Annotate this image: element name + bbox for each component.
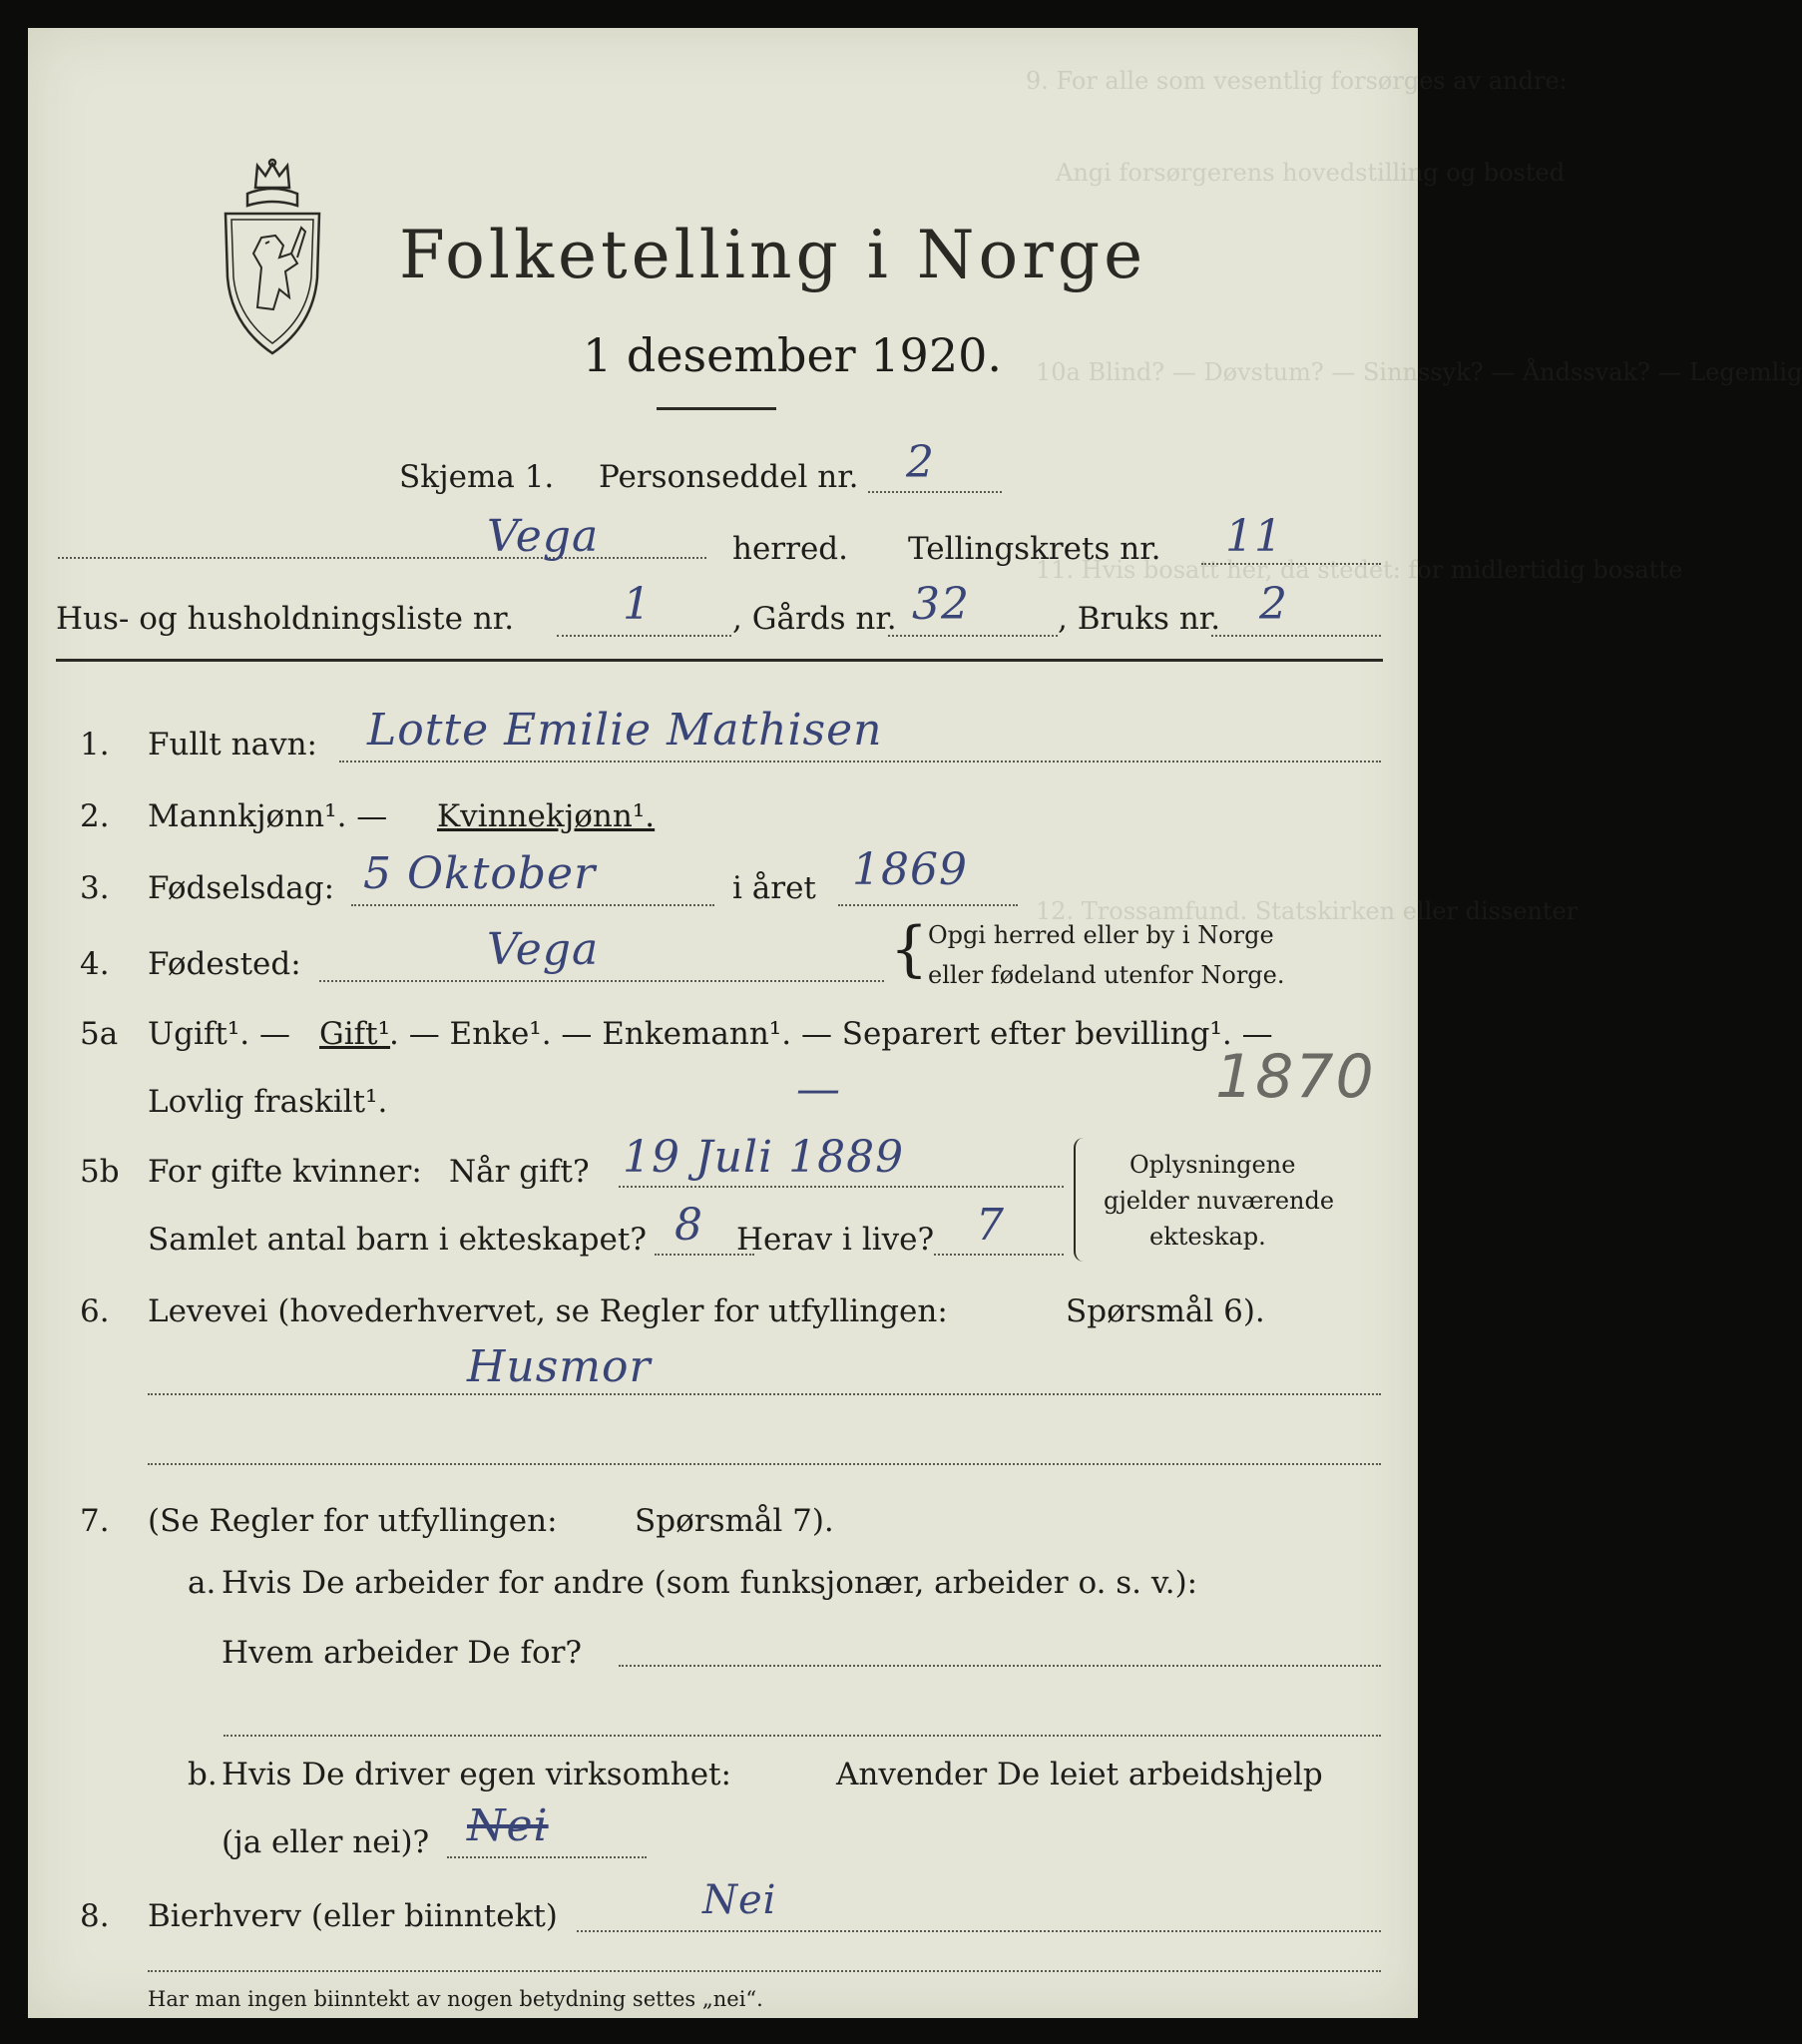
q4-brace: { [890, 914, 929, 984]
bruks-line [1211, 635, 1381, 637]
herred-label: herred. [732, 531, 848, 567]
q6-ref: Spørsmål 6). [1066, 1293, 1265, 1329]
q7b-value: Nei [467, 1800, 549, 1851]
q5a-gift-selected: Gift¹ [319, 1016, 391, 1052]
footer-note: Har man ingen biinntekt av nogen betydning settes „nei“. [148, 1987, 763, 2011]
personseddel-label: Personseddel nr. [599, 459, 859, 495]
q7a-line-2 [224, 1735, 1381, 1737]
q2-number: 2. [80, 798, 110, 834]
q5b-married-line [619, 1186, 1064, 1188]
q5b-note-2: gjelder nuværende [1104, 1187, 1335, 1215]
tellingskrets-value: 11 [1225, 511, 1283, 562]
q3-number: 3. [80, 870, 110, 906]
q7b-line [447, 1856, 647, 1858]
form-date: 1 desember 1920. [583, 328, 1002, 382]
q7b-question: (ja eller nei)? [222, 1824, 430, 1860]
q8-value: Nei [702, 1877, 777, 1923]
q5a-number: 5a [80, 1016, 119, 1052]
q5a-margin-note: 1870 [1215, 1042, 1376, 1112]
bleed-text: Angi forsørgerens hovedstilling og bosted [1056, 159, 1566, 187]
q4-line [319, 980, 884, 982]
q2-male: Mannkjønn¹. — [148, 798, 388, 834]
q5a-fraskilt: Lovlig fraskilt¹. [148, 1084, 388, 1120]
q5b-married-value: 19 Juli 1889 [623, 1132, 905, 1183]
title-divider [657, 407, 776, 410]
q7a-number: a. [188, 1565, 217, 1601]
q7-ref: Spørsmål 7). [635, 1503, 834, 1539]
q4-note-1: Opgi herred eller by i Norge [928, 921, 1274, 949]
q4-value: Vega [487, 924, 600, 975]
gards-label: , Gårds nr. [732, 601, 897, 637]
q8-line-1 [577, 1930, 1381, 1932]
census-form-sheet [28, 28, 1802, 2018]
q5b-children-label: Samlet antal barn i ekteskapet? [148, 1222, 647, 1258]
q1-value: Lotte Emilie Mathisen [367, 705, 883, 756]
q4-note-2: eller fødeland utenfor Norge. [928, 961, 1285, 989]
q8-number: 8. [80, 1898, 110, 1934]
q7b-text-2: Anvender De leiet arbeidshjelp [836, 1757, 1323, 1792]
bleed-text: 12. Trossamfund. Statskirken eller dissenter [1036, 897, 1578, 925]
q5a-dash: — [796, 1064, 841, 1115]
q5b-number: 5b [80, 1154, 120, 1190]
q5b-bracket [1074, 1138, 1086, 1262]
husholdning-line [557, 635, 731, 637]
q5b-note-1: Oplysningene [1129, 1151, 1296, 1179]
form-title: Folketelling i Norge [399, 217, 1147, 293]
q5b-note-3: ekteskap. [1149, 1223, 1266, 1251]
gards-value: 32 [912, 579, 970, 630]
q7a-question: Hvem arbeider De for? [222, 1635, 583, 1671]
q7-number: 7. [80, 1503, 110, 1539]
q6-number: 6. [80, 1293, 110, 1329]
q1-label: Fullt navn: [148, 727, 317, 763]
tellingskrets-label: Tellingskrets nr. [908, 531, 1161, 567]
q5b-children-value: 8 [675, 1200, 703, 1251]
q7-label: (Se Regler for utfyllingen: [148, 1503, 558, 1539]
bleed-text: 11. Hvis bosatt her, da stedet: for midlertidig bosatte [1036, 556, 1683, 584]
q7a-text: Hvis De arbeider for andre (som funksjonær, arbeider o. s. v.): [222, 1565, 1198, 1601]
tellingskrets-line [1201, 563, 1381, 565]
q8-label: Bierhverv (eller biinntekt) [148, 1898, 558, 1934]
q1-line [339, 761, 1381, 763]
bleed-text: 10a Blind? — Døvstum? — Sinnssyk? — Åndssvak? — Legemlig [1036, 358, 1802, 386]
husholdning-label: Hus- og husholdningsliste nr. [56, 601, 515, 637]
q5b-married-label: Når gift? [449, 1154, 590, 1190]
bruks-value: 2 [1259, 579, 1288, 630]
husholdning-value: 1 [623, 579, 652, 630]
q1-number: 1. [80, 727, 110, 763]
norway-coat-of-arms-icon [218, 158, 327, 357]
herred-value: Vega [487, 511, 600, 562]
q3-year-label: i året [732, 870, 816, 906]
q5b-alive-label: Herav i live? [736, 1222, 935, 1258]
skjema-label: Skjema 1. [399, 459, 555, 495]
q8-line-2 [148, 1970, 1381, 1972]
herred-line [58, 557, 706, 559]
q7b-text: Hvis De driver egen virksomhet: [222, 1757, 731, 1792]
q7b-number: b. [188, 1757, 218, 1792]
q4-label: Fødested: [148, 946, 301, 982]
q3-year-value: 1869 [852, 844, 968, 895]
q4-number: 4. [80, 946, 110, 982]
q3-year-line [838, 904, 1018, 906]
q6-line-1 [148, 1393, 1381, 1395]
personseddel-value: 2 [906, 437, 935, 488]
personseddel-line [868, 491, 1002, 493]
q2-female-selected: Kvinnekjønn¹. [437, 798, 656, 834]
q6-line-2 [148, 1463, 1381, 1465]
q7a-line-1 [619, 1665, 1381, 1667]
gards-line [888, 635, 1058, 637]
q5b-alive-value: 7 [976, 1200, 1005, 1251]
section-rule [56, 659, 1383, 662]
q6-value: Husmor [467, 1341, 652, 1392]
q3-value: 5 Oktober [363, 848, 597, 899]
q5a-options: . — Enke¹. — Enkemann¹. — Separert efter bevilling¹. — [389, 1016, 1273, 1052]
bruks-label: , Bruks nr. [1058, 601, 1221, 637]
q3-line [351, 904, 714, 906]
q6-label: Levevei (hovederhvervet, se Regler for utfyllingen: [148, 1293, 948, 1329]
q5b-label: For gifte kvinner: [148, 1154, 422, 1190]
bleed-text: 9. For alle som vesentlig forsørges av andre: [1026, 67, 1568, 95]
q5b-alive-line [934, 1254, 1064, 1256]
q3-label: Fødselsdag: [148, 870, 335, 906]
q5a-ugift: Ugift¹. — [148, 1016, 290, 1052]
